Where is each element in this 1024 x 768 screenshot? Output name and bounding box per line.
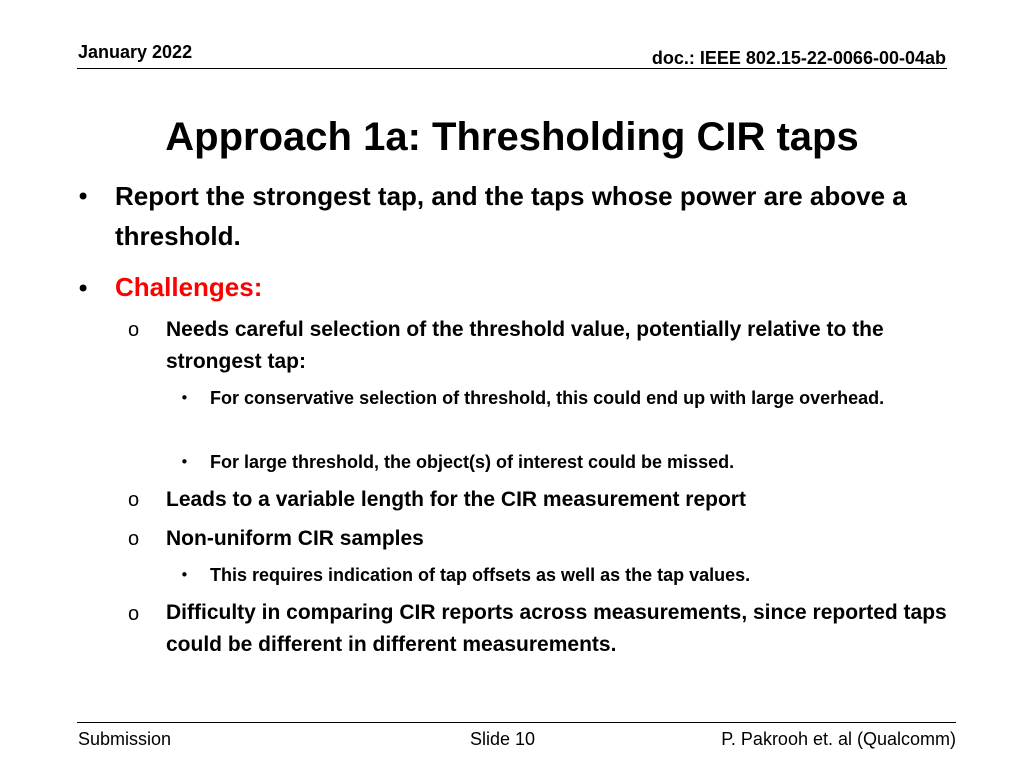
sub-bullet-non-uniform: Non-uniform CIR samples (166, 527, 424, 550)
sub-sub-bullet-icon: • (180, 566, 189, 584)
footer-submission: Submission (78, 729, 172, 749)
sub-bullet-threshold-selection: Needs careful selection of the threshold value, potentially relative to the strongest tap: (166, 318, 884, 373)
sub-bullet-comparing-reports: Difficulty in comparing CIR reports across measurements, since reported taps could be different in different measurements. (166, 601, 947, 656)
sub-sub-bullet-conservative: For conservative selection of threshold, this could end up with large overhead. (210, 388, 885, 408)
header-doc-id: doc.: IEEE 802.15-22-0066-00-04ab (651, 48, 946, 68)
bullet-icon: • (76, 183, 91, 211)
sub-bullet-icon: o (128, 603, 140, 625)
sub-bullet-icon: o (128, 528, 140, 550)
sub-sub-bullet-large-threshold: For large threshold, the object(s) of interest could be missed. (210, 452, 735, 472)
header-date: January 2022 (78, 42, 193, 62)
footer-authors: P. Pakrooh et. al (Qualcomm) (721, 729, 956, 749)
sub-bullet-icon: o (128, 319, 140, 341)
bullet-challenges: Challenges: (115, 272, 263, 302)
bullet-report: Report the strongest tap, and the taps whose power are above a threshold. (115, 181, 907, 251)
footer-divider (77, 722, 956, 723)
sub-bullet-variable-length: Leads to a variable length for the CIR measurement report (166, 488, 746, 511)
sub-sub-bullet-icon: • (180, 389, 189, 407)
sub-sub-bullet-icon: • (180, 453, 189, 471)
footer-slide-number: Slide 10 (470, 729, 536, 749)
sub-sub-bullet-tap-offsets: This requires indication of tap offsets as well as the tap values. (210, 565, 751, 585)
bullet-icon: • (76, 275, 91, 303)
sub-bullet-icon: o (128, 489, 140, 511)
slide-title: Approach 1a: Thresholding CIR taps (165, 115, 859, 159)
